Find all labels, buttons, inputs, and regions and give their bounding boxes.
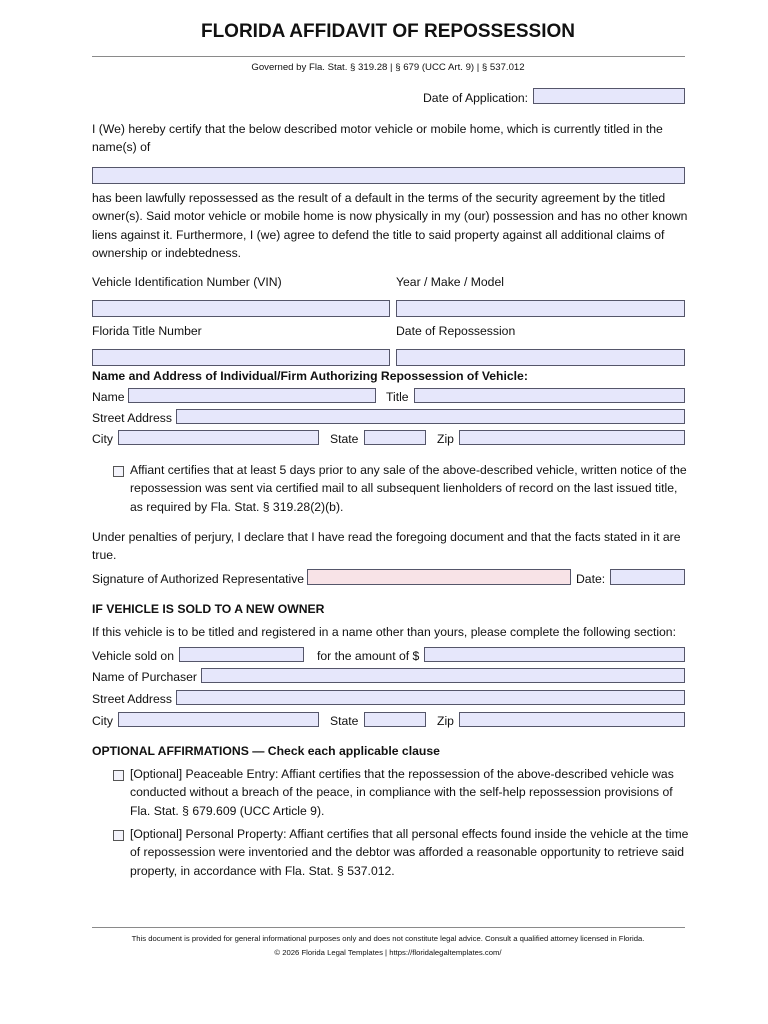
- purchaser-label: Name of Purchaser: [92, 670, 197, 684]
- personal-property-text: [Optional] Personal Property: Affiant certifies that all personal effects found inside the vehicle at the time of repossession were inventoried and the debtor was afforded a reasonable opportunity to retrieve said property, in accordance with Fla. Stat. § 537.012.: [130, 827, 689, 878]
- date-of-application-field[interactable]: [533, 88, 685, 104]
- footer-divider: [92, 927, 685, 928]
- optional-affirmations-heading: OPTIONAL AFFIRMATIONS — Check each applicable clause: [92, 744, 440, 758]
- notice-affirmation-text: Affiant certifies that at least 5 days prior to any sale of the above-described vehicle, written notice of the repossession was sent via certified mail to all subsequent lienholders of record on the last issued title, as required by Fla. Stat. § 319.28(2)(b).: [130, 463, 687, 514]
- year-make-model-field[interactable]: [396, 300, 685, 317]
- purchaser-state-label: State: [330, 714, 359, 728]
- owner-names-field[interactable]: [92, 167, 685, 184]
- page-title: FLORIDA AFFIDAVIT OF REPOSSESSION: [200, 21, 576, 42]
- authorizer-name-label: Name: [92, 390, 125, 404]
- authorizer-title-field[interactable]: [414, 388, 685, 403]
- authorizer-title-label: Title: [386, 390, 409, 404]
- purchaser-city-label: City: [92, 714, 113, 728]
- signature-date-field[interactable]: [610, 569, 685, 585]
- peaceable-entry-checkbox[interactable]: [113, 770, 124, 781]
- amount-field[interactable]: [424, 647, 685, 662]
- date-of-application-label: Date of Application:: [423, 91, 529, 105]
- title-number-field[interactable]: [92, 349, 390, 366]
- authorizer-street-label: Street Address: [92, 411, 172, 425]
- purchaser-city-field[interactable]: [118, 712, 319, 727]
- date-of-repossession-field[interactable]: [396, 349, 685, 366]
- authorizer-zip-label: Zip: [437, 432, 454, 446]
- sold-on-label: Vehicle sold on: [92, 649, 174, 663]
- authorizer-street-field[interactable]: [176, 409, 685, 424]
- vin-label: Vehicle Identification Number (VIN): [92, 275, 282, 289]
- new-owner-heading: IF VEHICLE IS SOLD TO A NEW OWNER: [92, 602, 325, 616]
- purchaser-field[interactable]: [201, 668, 685, 683]
- authorizer-heading: Name and Address of Individual/Firm Authorizing Repossession of Vehicle:: [92, 369, 528, 383]
- notice-affirmation-checkbox[interactable]: [113, 466, 124, 477]
- purchaser-zip-field[interactable]: [459, 712, 685, 727]
- footer-disclaimer: This document is provided for general informational purposes only and does not constitute legal advice. Consult a qualified attorney licensed in Florida.: [131, 934, 645, 943]
- header-divider: [92, 56, 685, 57]
- personal-property-checkbox[interactable]: [113, 830, 124, 841]
- authorizer-city-field[interactable]: [118, 430, 319, 445]
- authorizer-city-label: City: [92, 432, 113, 446]
- purchaser-zip-label: Zip: [437, 714, 454, 728]
- vin-field[interactable]: [92, 300, 390, 317]
- repossessed-text: has been lawfully repossessed as the result of a default in the terms of the security agreement by the titled owner(s). Said motor vehicle or mobile home is now physically in my (our) possession and has no other known liens against it. Furthermore, I (we) agree to defend the title to said property against all additional claims of ownership or indebtedness.: [92, 191, 688, 260]
- date-of-repossession-label: Date of Repossession: [396, 324, 516, 338]
- signature-date-label: Date:: [576, 572, 606, 586]
- purchaser-state-field[interactable]: [364, 712, 426, 727]
- purchaser-street-label: Street Address: [92, 692, 172, 706]
- authorizer-state-label: State: [330, 432, 359, 446]
- certify-text: I (We) hereby certify that the below described motor vehicle or mobile home, which is currently titled in the name(s) of: [92, 122, 663, 155]
- year-make-model-label: Year / Make / Model: [396, 275, 504, 289]
- title-number-label: Florida Title Number: [92, 324, 202, 338]
- signature-label: Signature of Authorized Representative: [92, 572, 305, 586]
- signature-field[interactable]: [307, 569, 571, 585]
- authorizer-state-field[interactable]: [364, 430, 426, 445]
- footer-copyright: © 2026 Florida Legal Templates | https://floridalegaltemplates.com/: [274, 948, 502, 957]
- amount-label: for the amount of $: [317, 649, 420, 663]
- sold-on-field[interactable]: [179, 647, 304, 662]
- peaceable-entry-text: [Optional] Peaceable Entry: Affiant certifies that the repossession of the above-described vehicle was conducted without a breach of the peace, in compliance with the self-help repossession provisions of Fla. Stat. § 679.609 (UCC Article 9).: [130, 767, 674, 818]
- authorizer-name-field[interactable]: [128, 388, 376, 403]
- authorizer-zip-field[interactable]: [459, 430, 685, 445]
- governed-by-text: Governed by Fla. Stat. § 319.28 | § 679 (UCC Art. 9) | § 537.012: [251, 62, 525, 73]
- new-owner-intro: If this vehicle is to be titled and registered in a name other than yours, please complete the following section:: [92, 625, 676, 639]
- perjury-text: Under penalties of perjury, I declare that I have read the foregoing document and that the facts stated in it are true.: [92, 530, 681, 563]
- purchaser-street-field[interactable]: [176, 690, 685, 705]
